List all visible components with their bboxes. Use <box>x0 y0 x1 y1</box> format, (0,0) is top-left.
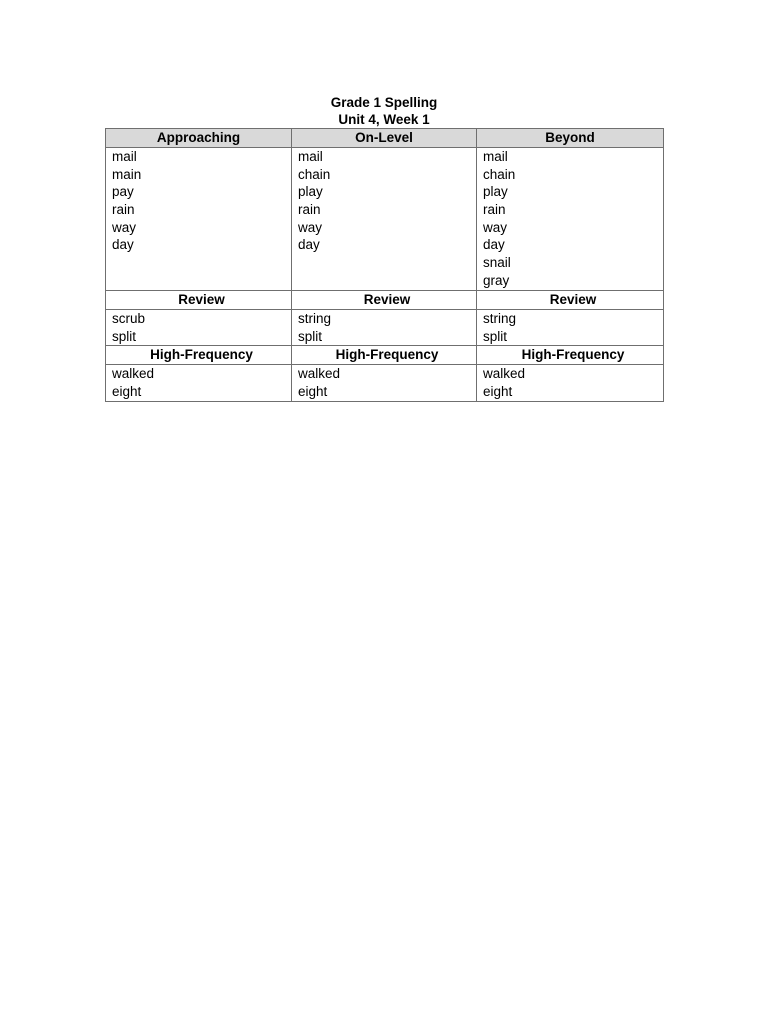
title-line-2: Unit 4, Week 1 <box>338 112 430 127</box>
word-item: walked <box>112 366 155 382</box>
approaching-word-list <box>106 148 292 291</box>
review-heading-row <box>106 291 664 310</box>
high-frequency-heading: High-Frequency <box>292 346 477 365</box>
high-frequency-words-row <box>106 365 664 401</box>
word-item: mail <box>298 149 323 164</box>
on-level-word-list <box>292 148 477 291</box>
word-item: mail <box>483 149 508 164</box>
word-item: eight <box>483 384 513 400</box>
word-item: way <box>112 219 137 235</box>
word-item: chain <box>483 166 516 182</box>
high-frequency-heading: High-Frequency <box>106 346 292 365</box>
on-level-high-frequency-list <box>292 365 477 401</box>
word-item: way <box>483 219 508 235</box>
word-item: string <box>483 311 517 326</box>
word-item: play <box>483 184 508 200</box>
approaching-high-frequency-list <box>106 365 292 401</box>
title-line-1: Grade 1 Spelling <box>330 95 438 110</box>
word-item: scrub <box>112 311 146 326</box>
beyond-review-list <box>477 310 664 346</box>
approaching-review-list <box>106 310 292 346</box>
word-item: play <box>298 184 323 200</box>
word-item: walked <box>483 366 526 382</box>
word-item: eight <box>298 384 328 400</box>
word-item: main <box>112 166 142 182</box>
high-frequency-heading-row <box>106 346 664 365</box>
on-level-review-list <box>292 310 477 346</box>
column-header-on-level: On-Level <box>292 129 477 148</box>
review-heading: Review <box>292 291 477 310</box>
review-heading: Review <box>477 291 664 310</box>
word-item: split <box>483 328 508 344</box>
word-item: gray <box>483 272 510 288</box>
beyond-word-list <box>477 148 664 291</box>
document-title <box>0 94 768 128</box>
word-item: snail <box>483 255 511 271</box>
word-item: day <box>483 237 505 253</box>
beyond-high-frequency-list <box>477 365 664 401</box>
word-item: string <box>298 311 332 326</box>
word-item: walked <box>298 366 341 382</box>
word-item: rain <box>112 202 135 218</box>
word-item: way <box>298 219 323 235</box>
word-item: day <box>298 237 320 253</box>
column-header-beyond: Beyond <box>477 129 664 148</box>
word-item: day <box>112 237 134 253</box>
word-item: rain <box>483 202 506 218</box>
word-item: mail <box>112 149 137 164</box>
word-item: pay <box>112 184 134 200</box>
main-words-row <box>106 148 664 291</box>
word-item: split <box>298 328 323 344</box>
high-frequency-heading: High-Frequency <box>477 346 664 365</box>
word-item: eight <box>112 384 142 400</box>
word-item: chain <box>298 166 331 182</box>
spelling-table <box>105 128 664 402</box>
column-header-approaching: Approaching <box>106 129 292 148</box>
review-heading: Review <box>106 291 292 310</box>
word-item: split <box>112 328 137 344</box>
column-header-row <box>106 129 664 148</box>
word-item: rain <box>298 202 321 218</box>
review-words-row <box>106 310 664 346</box>
